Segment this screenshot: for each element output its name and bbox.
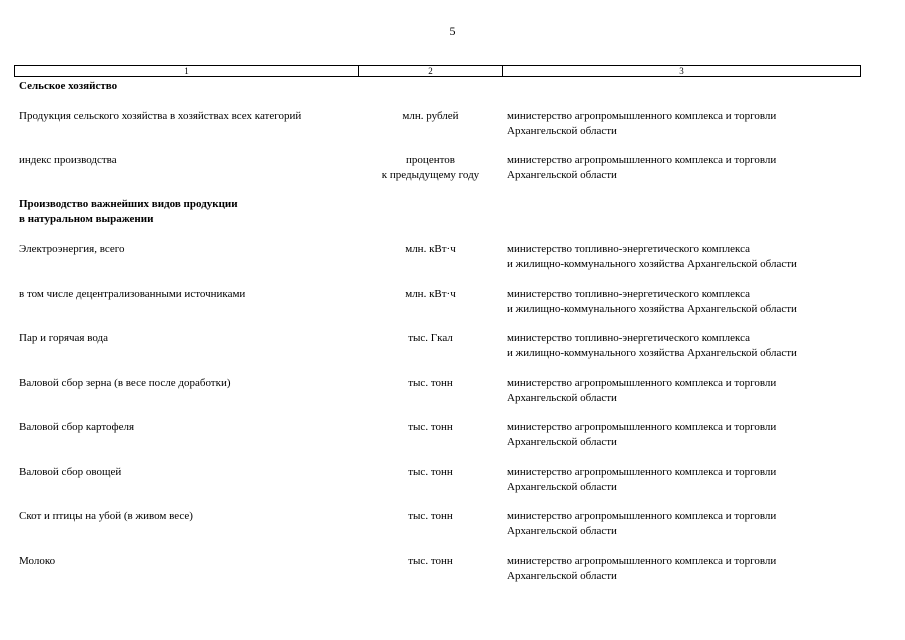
unit-cell: [358, 420, 503, 435]
indicator-name: Продукция сельского хозяйства в хозяйствах всех категорий: [19, 110, 302, 122]
unit-cell: [358, 509, 503, 524]
source-line-1: министерство топливно-энергетического комплекса: [507, 332, 750, 344]
source-line-2: и жилищно-коммунального хозяйства Архангельской области: [507, 347, 797, 359]
source-line-1: министерство агропромышленного комплекса и торговли: [507, 555, 777, 567]
source-line-2: и жилищно-коммунального хозяйства Архангельской области: [507, 258, 797, 270]
source-cell: [507, 331, 867, 361]
source-line-2: Архангельской области: [507, 525, 617, 537]
unit-cell: [358, 554, 503, 569]
source-line-1: министерство топливно-энергетического комплекса: [507, 288, 750, 300]
source-cell: [507, 153, 867, 183]
indicator-name: в том числе децентрализованными источниками: [19, 288, 246, 300]
source-line-2: Архангельской области: [507, 436, 617, 448]
unit-line-1: млн. рублей: [402, 110, 459, 122]
source-line-1: министерство агропромышленного комплекса и торговли: [507, 110, 777, 122]
source-line-2: и жилищно-коммунального хозяйства Архангельской области: [507, 303, 797, 315]
source-cell: [507, 420, 867, 450]
table-row: [0, 376, 905, 408]
table-row: [0, 109, 905, 141]
unit-line-1: тыс. тонн: [408, 466, 453, 478]
source-line-1: министерство агропромышленного комплекса и торговли: [507, 154, 777, 166]
indicator-name: Молоко: [19, 555, 56, 567]
source-line-1: министерство агропромышленного комплекса и торговли: [507, 466, 777, 478]
source-cell: [507, 109, 867, 139]
indicator-name: Валовой сбор зерна (в весе после доработки): [19, 377, 231, 389]
unit-cell: [358, 153, 503, 183]
unit-line-1: процентов: [406, 154, 455, 166]
unit-line-1: тыс. тонн: [408, 377, 453, 389]
source-line-1: министерство агропромышленного комплекса и торговли: [507, 377, 777, 389]
indicator-name: Скот и птицы на убой (в живом весе): [19, 510, 193, 522]
table-row: [0, 287, 905, 319]
indicator-name: Валовой сбор картофеля: [19, 421, 135, 433]
source-line-2: Архангельской области: [507, 570, 617, 582]
unit-line-1: тыс. тонн: [408, 421, 453, 433]
unit-cell: [358, 109, 503, 124]
table-row: [0, 509, 905, 541]
table-row: [0, 420, 905, 452]
source-line-2: Архангельской области: [507, 125, 617, 137]
source-cell: [507, 554, 867, 584]
unit-line-1: млн. кВт·ч: [405, 243, 456, 255]
source-line-1: министерство агропромышленного комплекса и торговли: [507, 421, 777, 433]
source-line-2: Архангельской области: [507, 481, 617, 493]
unit-line-1: тыс. Гкал: [408, 332, 453, 344]
section-heading-line-1: Производство важнейших видов продукции: [19, 198, 238, 210]
header-col-2: 2: [359, 66, 503, 76]
section-heading-line-2: в натуральном выражении: [19, 213, 154, 225]
section-heading-text: Сельское хозяйство: [19, 80, 118, 92]
source-cell: [507, 465, 867, 495]
table-row: [0, 331, 905, 363]
source-cell: [507, 376, 867, 406]
source-cell: [507, 509, 867, 539]
source-line-1: министерство топливно-энергетического комплекса: [507, 243, 750, 255]
table-row: [0, 554, 905, 586]
source-cell: [507, 287, 867, 317]
unit-cell: [358, 287, 503, 302]
source-cell: [507, 242, 867, 272]
page-number: 5: [449, 24, 456, 38]
table-row: [0, 242, 905, 274]
unit-cell: [358, 242, 503, 257]
source-line-2: Архангельской области: [507, 392, 617, 404]
indicator-name: Электроэнергия, всего: [19, 243, 125, 255]
unit-line-2: к предыдущему году: [381, 169, 480, 181]
source-line-2: Архангельской области: [507, 169, 617, 181]
section-heading-agriculture: [19, 79, 117, 94]
indicator-name: Валовой сбор овощей: [19, 466, 122, 478]
unit-line-1: млн. кВт·ч: [405, 288, 456, 300]
table-row: [0, 465, 905, 497]
source-line-1: министерство агропромышленного комплекса и торговли: [507, 510, 777, 522]
unit-cell: [358, 465, 503, 480]
unit-cell: [358, 331, 503, 346]
indicator-name: Пар и горячая вода: [19, 332, 109, 344]
table-row: [0, 153, 905, 185]
header-col-1: 1: [15, 66, 359, 76]
indicator-name: индекс производства: [19, 154, 117, 166]
table-header-row: [14, 65, 861, 77]
section-heading-production: [19, 197, 238, 227]
unit-cell: [358, 376, 503, 391]
header-col-3: 3: [679, 66, 684, 76]
unit-line-1: тыс. тонн: [408, 510, 453, 522]
unit-line-1: тыс. тонн: [408, 555, 453, 567]
